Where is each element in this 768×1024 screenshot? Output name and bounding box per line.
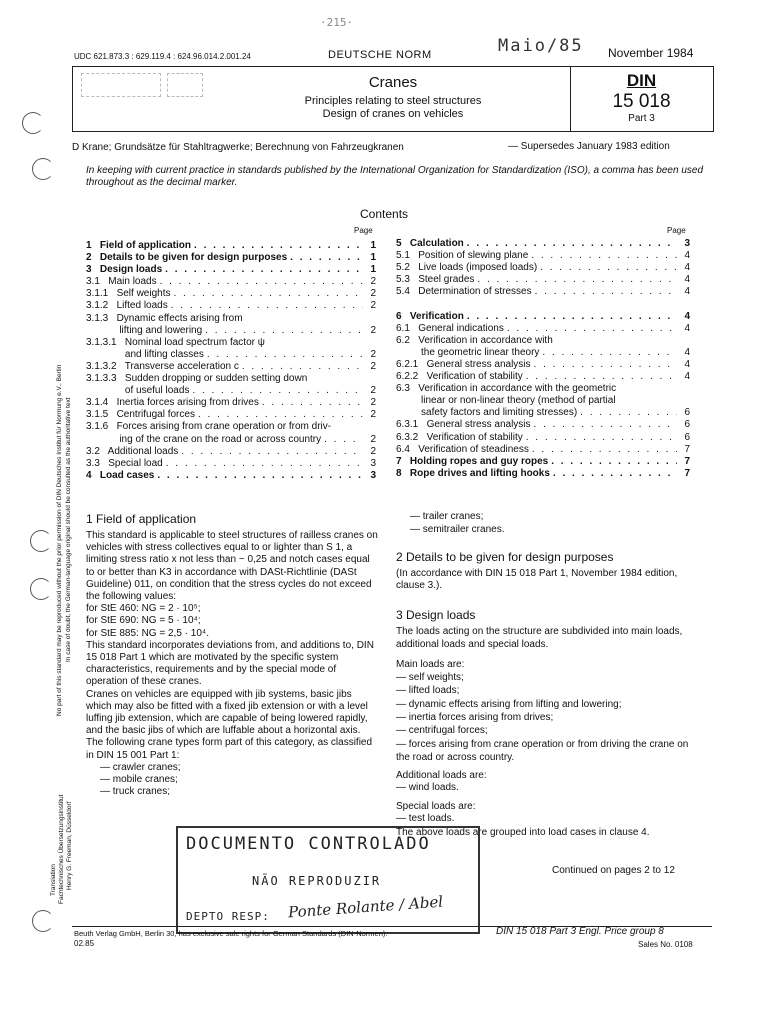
dot-leader bbox=[324, 434, 363, 446]
contents-entry bbox=[86, 397, 376, 409]
contents-page-label-left: Page bbox=[354, 226, 373, 235]
punch-hole bbox=[32, 910, 54, 932]
dot-leader bbox=[194, 240, 363, 252]
contents-entry-page: 1 bbox=[370, 264, 376, 276]
contents-entry-label: 6.1 General indications bbox=[396, 322, 504, 334]
contents-entry-label: 5 Calculation bbox=[396, 238, 464, 249]
contents-entry-page: 4 bbox=[684, 250, 690, 262]
dot-leader bbox=[477, 274, 677, 286]
contents-entry bbox=[396, 468, 690, 480]
list-item: — centrifugal forces; bbox=[396, 724, 696, 737]
handwritten-scribble: ·215· bbox=[320, 16, 354, 29]
contents-entry-page: 4 bbox=[684, 371, 690, 383]
contents-entry-label: 5.4 Determination of stresses bbox=[396, 286, 532, 298]
dot-leader bbox=[290, 252, 363, 264]
list-item: — forces arising from crane operation or from driving the crane on the road or across country. bbox=[396, 738, 696, 765]
dot-leader bbox=[540, 262, 677, 274]
punch-hole bbox=[30, 530, 52, 552]
contents-entry bbox=[396, 419, 690, 431]
contents-entry bbox=[396, 359, 690, 371]
contents-entry-label: 3.1.3.1 Nominal load spectrum factor ψ bbox=[86, 336, 265, 348]
din-box bbox=[570, 67, 712, 131]
header-box bbox=[72, 66, 714, 132]
contents-entry-page: 4 bbox=[684, 310, 690, 322]
contents-entry-page: 4 bbox=[684, 274, 690, 286]
contents-entry-label: 3.1 Main loads bbox=[86, 276, 157, 288]
contents-entry bbox=[396, 383, 690, 395]
contents-entry bbox=[396, 395, 690, 407]
section-1-p3: Cranes on vehicles are equipped with jib systems, basic jibs which may also be fitted with a fixed jib extension or with a level luffing jib extension, which are capable of being lowered rapidly, and the basic jibs of which are luffable about a horizontal axis. bbox=[86, 688, 368, 737]
contents-entry-page: 6 bbox=[684, 407, 690, 419]
document-subtitle-2: Design of cranes on vehicles bbox=[322, 108, 464, 120]
stamp-line-2: NÃO REPRODUZIR bbox=[252, 874, 382, 888]
load-grouping-note: The above loads are grouped into load cases in clause 4. bbox=[396, 826, 650, 838]
contents-entry bbox=[86, 421, 376, 433]
contents-entry-label: 5.3 Steel grades bbox=[396, 274, 475, 286]
contents-entry-label: 6.2 Verification in accordance with bbox=[396, 334, 553, 346]
contents-entry-page: 2 bbox=[370, 385, 376, 397]
contents-entry-label: 3.1.3 Dynamic effects arising from bbox=[86, 312, 243, 324]
din-part: Part 3 bbox=[628, 113, 655, 124]
contents-entry bbox=[86, 434, 376, 446]
din-label: DIN bbox=[626, 71, 657, 90]
contents-entry bbox=[396, 335, 690, 347]
dot-leader bbox=[207, 349, 363, 361]
contents-entry bbox=[396, 311, 690, 323]
contents-entry bbox=[86, 288, 376, 300]
contents-entry-label: 6.3.1 General stress analysis bbox=[396, 419, 531, 431]
contents-entry-label: 3.1.6 Forces arising from crane operation or from driv- bbox=[86, 421, 332, 433]
margin-translation-3: Henry G. Freeman, Düsseldorf bbox=[66, 801, 73, 890]
dot-leader bbox=[171, 300, 363, 312]
contents-entry-label: 6.2.2 Verification of stability bbox=[396, 371, 523, 383]
contents-entry bbox=[86, 470, 376, 482]
list-item: — wind loads. bbox=[396, 782, 696, 794]
contents-entry-label: 5.2 Live loads (imposed loads) bbox=[396, 262, 538, 274]
section-1 bbox=[86, 512, 378, 798]
contents-entry-label: 3.1.5 Centrifugal forces bbox=[86, 409, 195, 421]
contents-entry-label: lifting and lowering bbox=[86, 324, 203, 336]
contents-entry-label: 1 Field of application bbox=[86, 240, 192, 251]
udc-code: UDC 621.873.3 : 629.119.4 : 624.96.014.2.001.24 bbox=[74, 52, 251, 61]
margin-copyright-2: In case of doubt, the German-language original should be consulted as the authoritative text bbox=[65, 397, 72, 662]
contents-entry-page: 2 bbox=[370, 288, 376, 300]
contents-entry bbox=[396, 456, 690, 468]
section-1-value-3: for StE 885: NG = 2,5 · 10⁴. bbox=[86, 627, 209, 639]
document-subtitle-1: Principles relating to steel structures bbox=[304, 95, 482, 107]
stamp-line-3: DEPTO RESP: bbox=[186, 910, 270, 923]
din-number: 15 018 bbox=[612, 91, 671, 112]
control-stamp bbox=[176, 826, 480, 934]
contents-entry-label: 7 Holding ropes and guy ropes bbox=[396, 455, 549, 467]
contents-entry bbox=[86, 264, 376, 276]
contents-entry-label: of useful loads bbox=[86, 385, 190, 397]
section-1-p1: This standard is applicable to steel structures of railless cranes on vehicles with stress collectives equal to or lighter than S 1, a limiting stress ratio x not less than − 0,25 and notch cases equal to or better than K3 in accordance with DASt-Richtlinie (DASt Guideline) 011, on condition that the stress cycles do not exceed the following values: bbox=[86, 530, 378, 603]
contents-entry-page: 2 bbox=[370, 348, 376, 360]
handwritten-signature: Ponte Rolante / Abel bbox=[287, 892, 444, 922]
dot-leader bbox=[166, 458, 363, 470]
contents-entry bbox=[396, 238, 690, 250]
iso-note: In keeping with current practice in standards published by the International Organization for Standardization (ISO), a comma has been used throughout as the decimal marker. bbox=[86, 165, 704, 188]
footer-code: 02.85 bbox=[74, 939, 95, 948]
stamp-line-1: DOCUMENTO CONTROLADO bbox=[186, 834, 431, 854]
dot-leader bbox=[192, 385, 363, 397]
contents-entry-label: 4 Load cases bbox=[86, 469, 155, 481]
list-item: — lifted loads; bbox=[396, 684, 696, 697]
contents-entry bbox=[86, 373, 376, 385]
supersedes-note: — Supersedes January 1983 edition bbox=[508, 141, 670, 152]
contents-entry-page: 3 bbox=[370, 457, 376, 469]
contents-entry bbox=[396, 323, 690, 335]
contents-entry-page: 4 bbox=[684, 322, 690, 334]
contents-entry-label: ing of the crane on the road or across country bbox=[86, 433, 322, 445]
contents-entry-page: 2 bbox=[370, 324, 376, 336]
contents-entry-label: safety factors and limiting stresses) bbox=[396, 407, 578, 419]
section-3-heading: 3 Design loads bbox=[396, 608, 476, 623]
contents-entry bbox=[396, 250, 690, 262]
contents-entry-page: 4 bbox=[684, 358, 690, 370]
contents-list-right bbox=[396, 238, 690, 480]
dot-leader bbox=[542, 347, 677, 359]
continued-note: Continued on pages 2 to 12 bbox=[552, 865, 675, 876]
contents-entry-label: 3.1.2 Lifted loads bbox=[86, 300, 168, 312]
dot-leader bbox=[262, 397, 363, 409]
dot-leader bbox=[526, 371, 677, 383]
dot-leader bbox=[532, 444, 677, 456]
document-title: Cranes bbox=[368, 74, 418, 91]
crane-type-list bbox=[100, 762, 378, 799]
main-loads-label: Main loads are: bbox=[396, 658, 465, 670]
contents-entry-label: the geometric linear theory bbox=[396, 346, 540, 358]
punch-hole bbox=[32, 158, 54, 180]
contents-list-left bbox=[86, 240, 376, 482]
section-2-heading: 2 Details to be given for design purposes bbox=[396, 550, 614, 564]
contents-entry bbox=[86, 446, 376, 458]
contents-entry-label: 8 Rope drives and lifting hooks bbox=[396, 467, 550, 479]
dot-leader bbox=[467, 311, 677, 323]
contents-entry-label: 6.3.2 Verification of stability bbox=[396, 431, 523, 443]
dot-leader bbox=[181, 446, 363, 458]
section-1-p4: The following crane types form part of this category, as classified in DIN 15 001 Part 1: bbox=[86, 737, 373, 761]
contents-entry bbox=[86, 252, 376, 264]
footer-reference: DIN 15 018 Part 3 Engl. Price group 8 bbox=[496, 926, 664, 937]
contents-entry-label: linear or non-linear theory (method of partial bbox=[396, 395, 616, 407]
contents-entry bbox=[396, 371, 690, 383]
contents-entry-label: 2 Details to be given for design purposes bbox=[86, 252, 288, 264]
contents-entry bbox=[86, 361, 376, 373]
list-item: — self weights; bbox=[396, 671, 696, 684]
contents-entry-label: 3.1.4 Inertia forces arising from drives bbox=[86, 397, 259, 409]
contents-entry bbox=[86, 458, 376, 470]
dot-leader bbox=[205, 325, 363, 337]
contents-entry-page: 6 bbox=[684, 431, 690, 443]
footer-sales-number: Sales No. 0108 bbox=[638, 940, 693, 949]
contents-entry-label: 3 Design loads bbox=[86, 264, 163, 276]
list-item: — truck cranes; bbox=[100, 786, 378, 798]
contents-entry bbox=[396, 262, 690, 274]
dot-leader bbox=[531, 250, 677, 262]
dot-leader bbox=[198, 409, 363, 421]
contents-entry bbox=[396, 347, 690, 359]
german-title: D Krane; Grundsätze für Stahltragwerke; Berechnung von Fahrzeugkranen bbox=[72, 142, 404, 153]
contents-entry-label: 6 Verification bbox=[396, 310, 464, 322]
contents-entry-page: 6 bbox=[684, 419, 690, 431]
dot-leader bbox=[165, 264, 363, 276]
contents-entry bbox=[86, 409, 376, 421]
contents-entry-label: 3.1.1 Self weights bbox=[86, 288, 171, 300]
contents-entry-label: 3.1.3.3 Sudden dropping or sudden setting down bbox=[86, 373, 308, 385]
contents-entry-page: 3 bbox=[370, 469, 376, 481]
margin-copyright: No part of this standard may be reproduced without the prior permission of DIN Deutsches Institut für Normung e.V., Berlin bbox=[56, 364, 63, 716]
section-3-text: The loads acting on the structure are subdivided into main loads, additional loads and special loads. bbox=[396, 626, 683, 650]
dot-leader bbox=[535, 286, 677, 298]
dot-leader bbox=[467, 238, 677, 250]
column-2 bbox=[396, 510, 696, 839]
contents-entry-page: 4 bbox=[684, 262, 690, 274]
contents-entry bbox=[86, 337, 376, 349]
additional-loads-label: Additional loads are: bbox=[396, 770, 487, 782]
dot-leader bbox=[534, 419, 677, 431]
contents-entry bbox=[86, 240, 376, 252]
contents-entry-label: 3.2 Additional loads bbox=[86, 445, 179, 457]
dot-leader bbox=[580, 407, 677, 419]
dot-leader bbox=[174, 288, 364, 300]
dot-leader bbox=[553, 468, 677, 480]
contents-entry-page: 7 bbox=[684, 443, 690, 455]
contents-entry-page: 2 bbox=[370, 433, 376, 445]
contents-entry bbox=[396, 407, 690, 419]
contents-entry-label: 3.3 Special load bbox=[86, 457, 163, 469]
section-2-text: (In accordance with DIN 15 018 Part 1, November 1984 edition, clause 3.). bbox=[396, 568, 678, 592]
contents-entry-page: 7 bbox=[684, 467, 690, 479]
stamp-scribble-2 bbox=[167, 73, 203, 97]
special-loads-list bbox=[396, 813, 696, 825]
dot-leader bbox=[507, 323, 677, 335]
section-1-heading: 1 Field of application bbox=[86, 512, 197, 526]
contents-entry-page: 2 bbox=[370, 360, 376, 372]
list-item: — inertia forces arising from drives; bbox=[396, 711, 696, 724]
contents-entry bbox=[86, 349, 376, 361]
contents-entry-label: 6.2.1 General stress analysis bbox=[396, 358, 531, 370]
contents-entry-label: and lifting classes bbox=[86, 348, 204, 360]
contents-entry-label: 6.4 Verification of steadiness bbox=[396, 443, 529, 455]
list-item: — trailer cranes; bbox=[410, 510, 696, 523]
list-item: — crawler cranes; bbox=[100, 762, 378, 774]
section-1-value-2: for StE 690: NG = 5 · 10⁴; bbox=[86, 615, 201, 627]
contents-entry bbox=[86, 385, 376, 397]
punch-hole bbox=[30, 578, 52, 600]
contents-entry bbox=[396, 444, 690, 456]
dot-leader bbox=[157, 470, 363, 482]
contents-entry bbox=[396, 274, 690, 286]
standard-type: DEUTSCHE NORM bbox=[328, 49, 432, 61]
contents-entry-page: 7 bbox=[684, 455, 690, 467]
contents-heading: Contents bbox=[360, 207, 409, 221]
contents-entry bbox=[396, 286, 690, 298]
footer-publisher: Beuth Verlag GmbH, Berlin 30, has exclusive sale rights for German Standards (DIN-Normen). bbox=[74, 929, 388, 938]
contents-entry bbox=[86, 276, 376, 288]
dot-leader bbox=[160, 276, 363, 288]
contents-entry bbox=[396, 432, 690, 444]
contents-entry-page: 2 bbox=[370, 445, 376, 457]
contents-entry-page: 3 bbox=[684, 238, 690, 249]
additional-loads-list bbox=[396, 782, 696, 794]
contents-entry-page: 4 bbox=[684, 286, 690, 298]
contents-entry-page: 1 bbox=[370, 240, 376, 251]
contents-entry-page: 4 bbox=[684, 346, 690, 358]
contents-entry-page: 2 bbox=[370, 276, 376, 288]
list-item: — test loads. bbox=[396, 813, 696, 825]
header-title-area bbox=[223, 67, 563, 131]
dot-leader bbox=[526, 432, 677, 444]
list-item: — semitrailer cranes. bbox=[410, 523, 696, 536]
publication-date: November 1984 bbox=[608, 46, 694, 60]
special-loads-label: Special loads are: bbox=[396, 800, 476, 812]
main-loads-list bbox=[396, 671, 696, 764]
list-item: — mobile cranes; bbox=[100, 774, 378, 786]
contents-entry-page: 2 bbox=[370, 397, 376, 409]
margin-translation-2: Fachtechnisches Übersetzungsinstitut bbox=[58, 794, 65, 904]
dot-leader bbox=[534, 359, 677, 371]
list-item: — dynamic effects arising from lifting and lowering; bbox=[396, 698, 696, 711]
contents-page-label-right: Page bbox=[667, 226, 686, 235]
handwritten-date: Maio/85 bbox=[498, 36, 584, 56]
stamp-scribble bbox=[81, 73, 161, 97]
contents-entry-label: 5.1 Position of slewing plane bbox=[396, 250, 529, 262]
section-1-p2: This standard incorporates deviations from, and additions to, DIN 15 018 Part 1 which are motivated by the specific system characteristics, requirements and by the special mode of operation of these cranes. bbox=[86, 639, 374, 688]
margin-translation: Translation bbox=[50, 864, 57, 896]
contents-entry-label: 3.1.3.2 Transverse acceleration c bbox=[86, 360, 239, 372]
contents-entry bbox=[86, 325, 376, 337]
contents-entry-label: 6.3 Verification in accordance with the geometric bbox=[396, 383, 617, 395]
contents-entry-page: 2 bbox=[370, 409, 376, 421]
crane-type-list-cont bbox=[410, 510, 696, 536]
contents-entry bbox=[396, 298, 690, 310]
punch-hole bbox=[22, 112, 44, 134]
contents-entry bbox=[86, 313, 376, 325]
contents-entry-page: 1 bbox=[370, 252, 376, 264]
dot-leader bbox=[242, 361, 363, 373]
dot-leader bbox=[551, 456, 677, 468]
section-1-value-1: for StE 460: NG = 2 · 10⁵; bbox=[86, 603, 201, 615]
contents-entry-page: 2 bbox=[370, 300, 376, 312]
contents-entry bbox=[86, 300, 376, 312]
